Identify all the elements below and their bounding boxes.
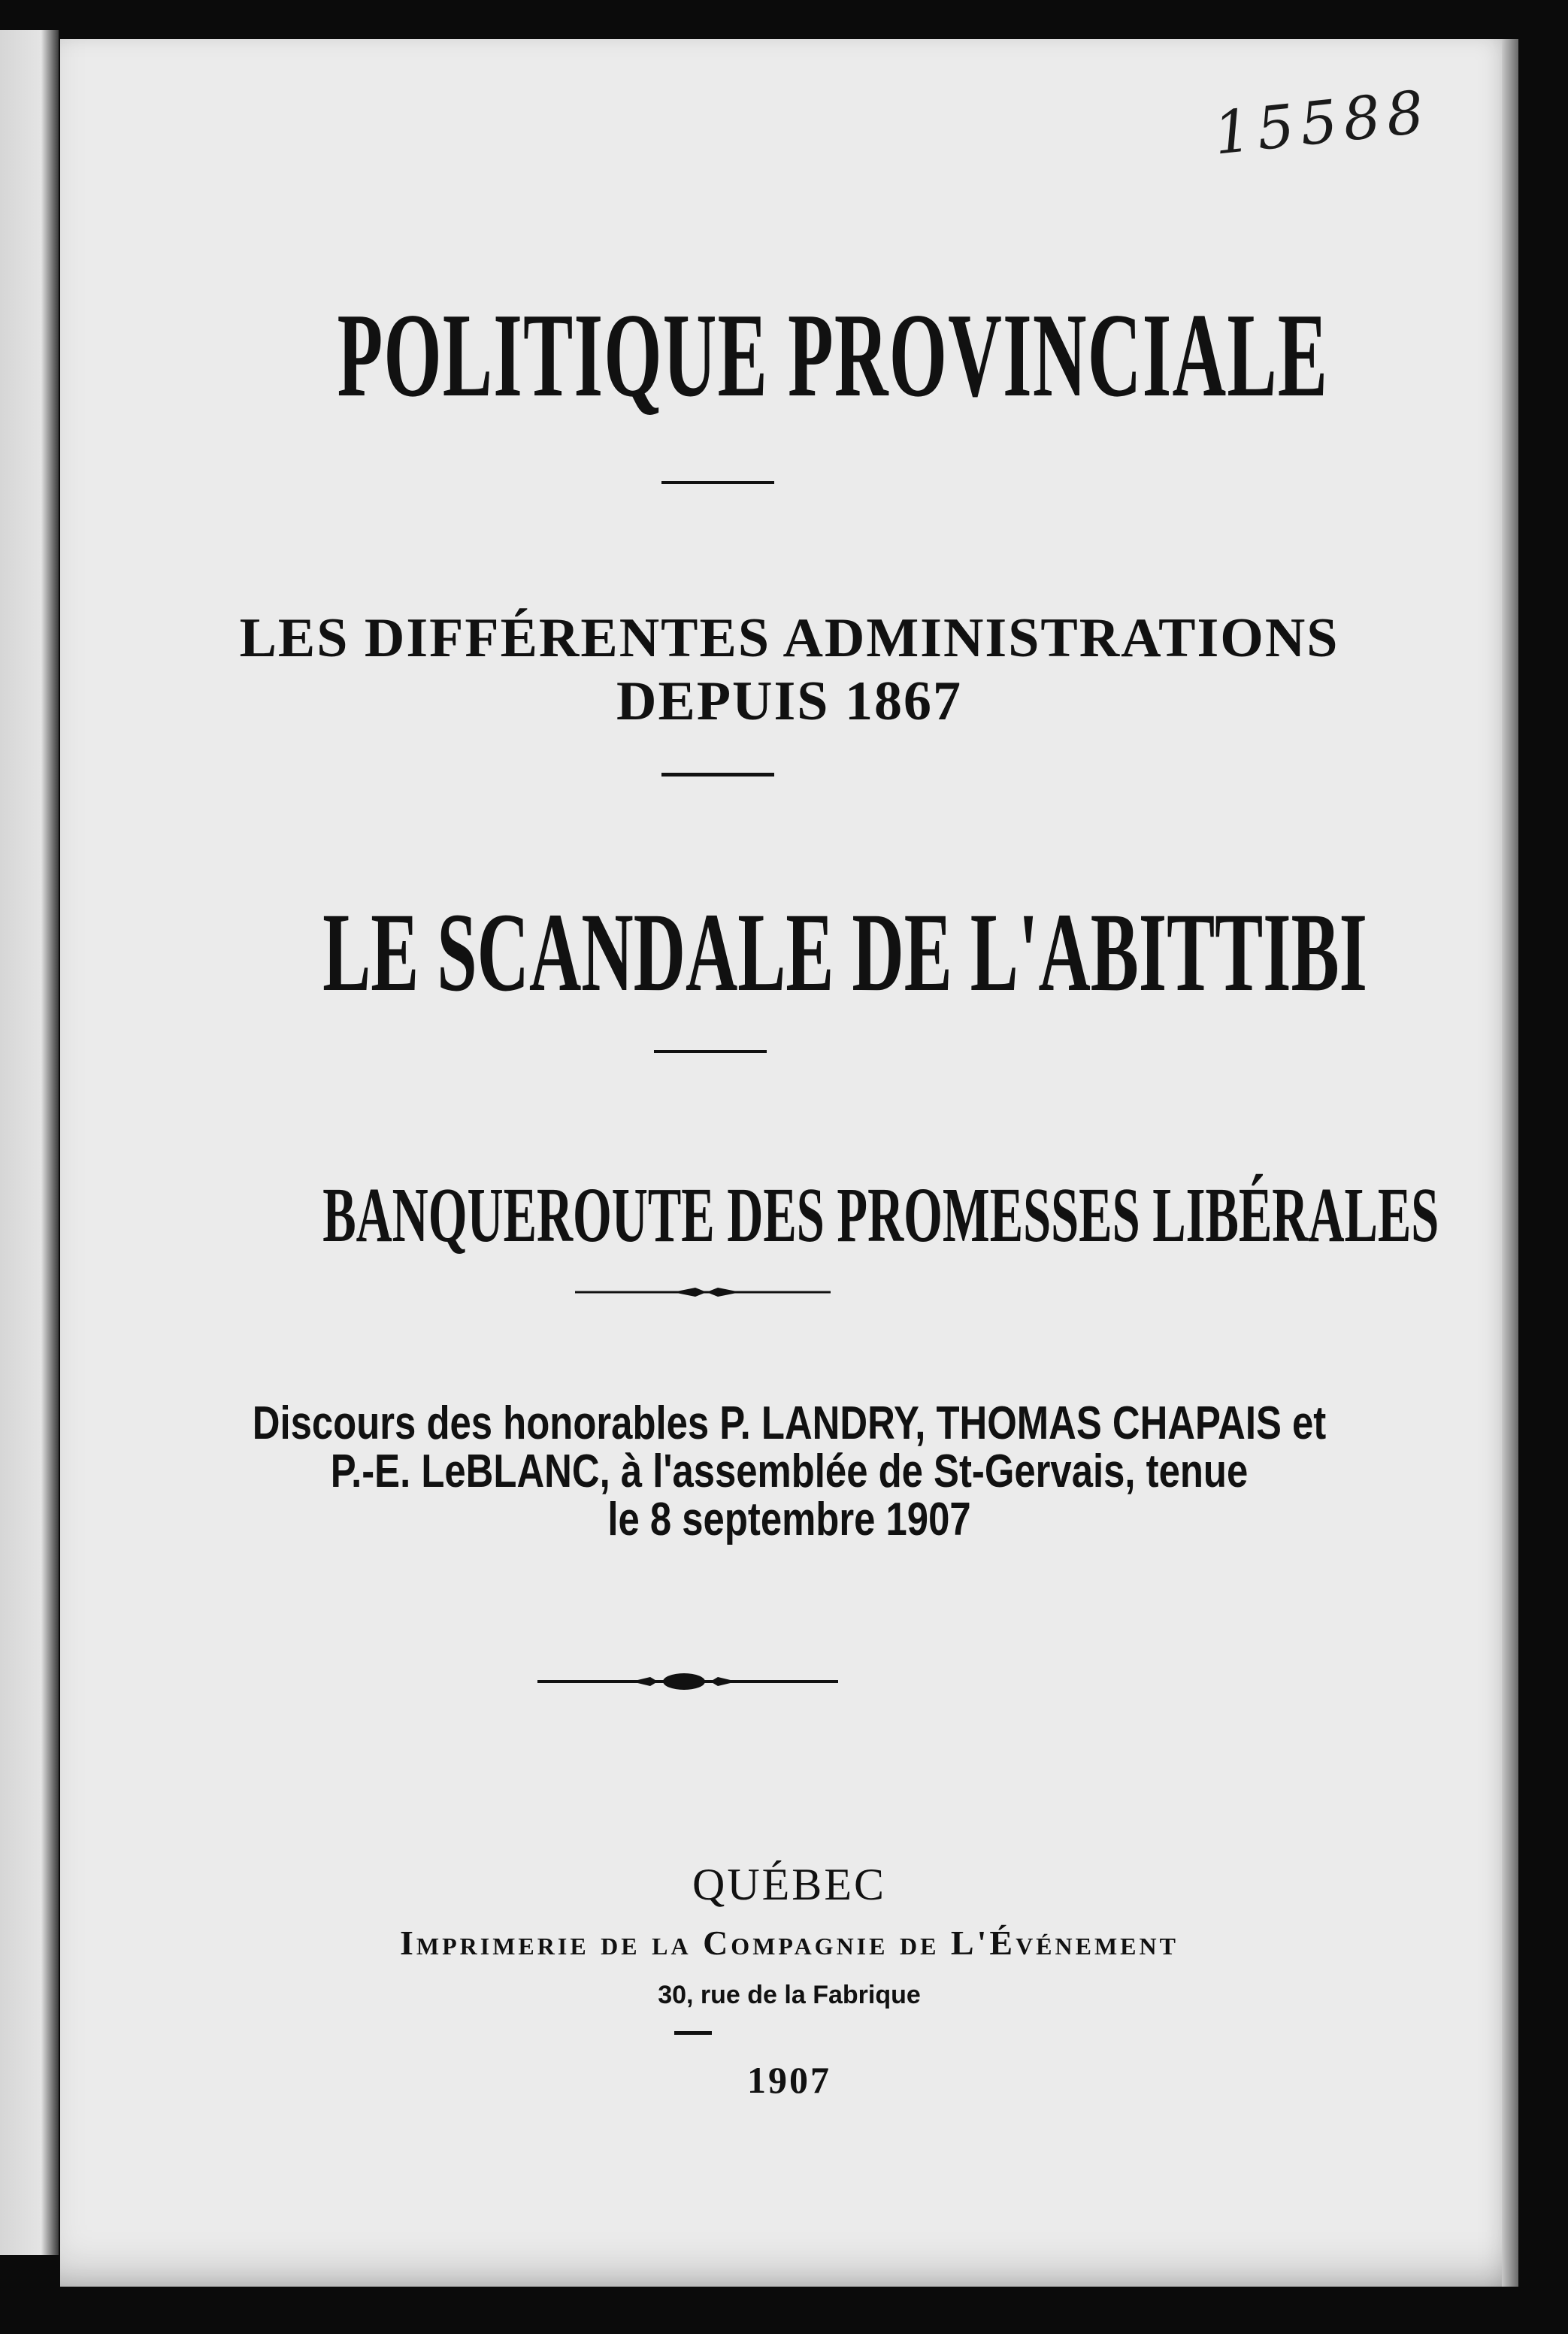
speech-line-1: Discours des honorables P. LANDRY, THOMAS CHAPAIS et [252, 1397, 1327, 1449]
divider-rule-3 [654, 1050, 767, 1053]
divider-rule-1 [661, 481, 774, 484]
subtitle-line-1: LES DIFFÉRENTES ADMINISTRATIONS [239, 607, 1339, 669]
subheadline: BANQUEROUTE DES PROMESSES LIBÉRALES [322, 1172, 1439, 1258]
title-page [60, 39, 1518, 2287]
ornament-rule-2 [537, 1670, 838, 1693]
speech-line-2: P.-E. LeBLANC, à l'assemblée de St-Gervais, tenue [330, 1446, 1249, 1497]
imprint-city: QUÉBEC [692, 1860, 886, 1909]
imprint-year: 1907 [747, 2059, 831, 2101]
subtitle-line-2: DEPUIS 1867 [616, 671, 962, 732]
main-title: POLITIQUE PROVINCIALE [337, 288, 1329, 422]
headline: LE SCANDALE DE L'ABITTIBI [322, 890, 1367, 1015]
imprint-printer: Imprimerie de la Compagnie de L'Événement [400, 1924, 1179, 1962]
divider-rule-2 [661, 773, 774, 776]
handwritten-catalog-number: 15588 [1210, 78, 1433, 168]
speech-description [192, 1397, 1388, 1545]
subtitle [60, 607, 1518, 733]
divider-rule-4 [674, 2031, 712, 2035]
ornament-rule-1 [575, 1283, 831, 1301]
speech-line-3: le 8 septembre 1907 [607, 1494, 971, 1545]
previous-page-edge [0, 30, 59, 2255]
imprint-address: 30, rue de la Fabrique [658, 1981, 921, 2009]
